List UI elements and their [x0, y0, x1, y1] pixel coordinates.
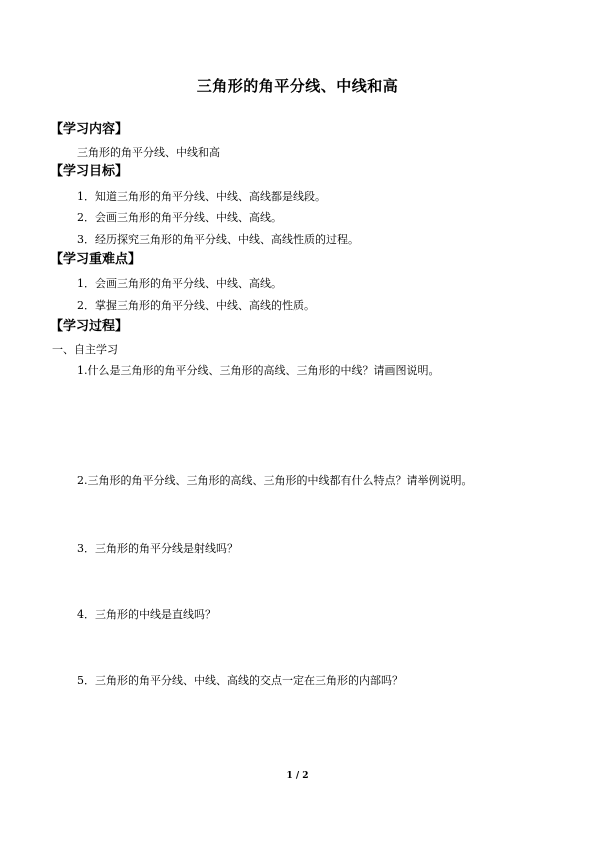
- question-3: 3．三角形的角平分线是射线吗？: [77, 542, 238, 555]
- goal-item-1: 1．知道三角形的角平分线、中线、高线都是线段。: [77, 190, 326, 203]
- section-heading-content: 【学习内容】: [50, 122, 129, 137]
- question-5: 5．三角形的角平分线、中线、高线的交点一定在三角形的内部吗？: [77, 674, 403, 687]
- question-1: 1.什么是三角形的角平分线、三角形的高线、三角形的中线？请画图说明。: [77, 364, 440, 377]
- page-number: 1 / 2: [286, 771, 309, 781]
- question-2: 2.三角形的角平分线、三角形的高线、三角形的中线都有什么特点？请举例说明。: [77, 474, 473, 487]
- goal-item-2: 2．会画三角形的角平分线、中线、高线。: [77, 211, 282, 224]
- goal-item-3: 3．经历探究三角形的角平分线、中线、高线性质的过程。: [77, 233, 359, 246]
- section-heading-process: 【学习过程】: [50, 319, 129, 334]
- question-4: 4．三角形的中线是直线吗？: [77, 608, 216, 621]
- key-point-item-1: 1．会画三角形的角平分线、中线、高线。: [77, 277, 282, 290]
- section-heading-goals: 【学习目标】: [50, 164, 129, 179]
- content-text: 三角形的角平分线、中线和高: [77, 146, 220, 159]
- key-point-item-2: 2．掌握三角形的角平分线、中线、高线的性质。: [77, 299, 315, 312]
- page-title: 三角形的角平分线、中线和高: [196, 77, 399, 95]
- process-subheading: 一、自主学习: [52, 343, 118, 356]
- section-heading-key-points: 【学习重难点】: [50, 252, 142, 267]
